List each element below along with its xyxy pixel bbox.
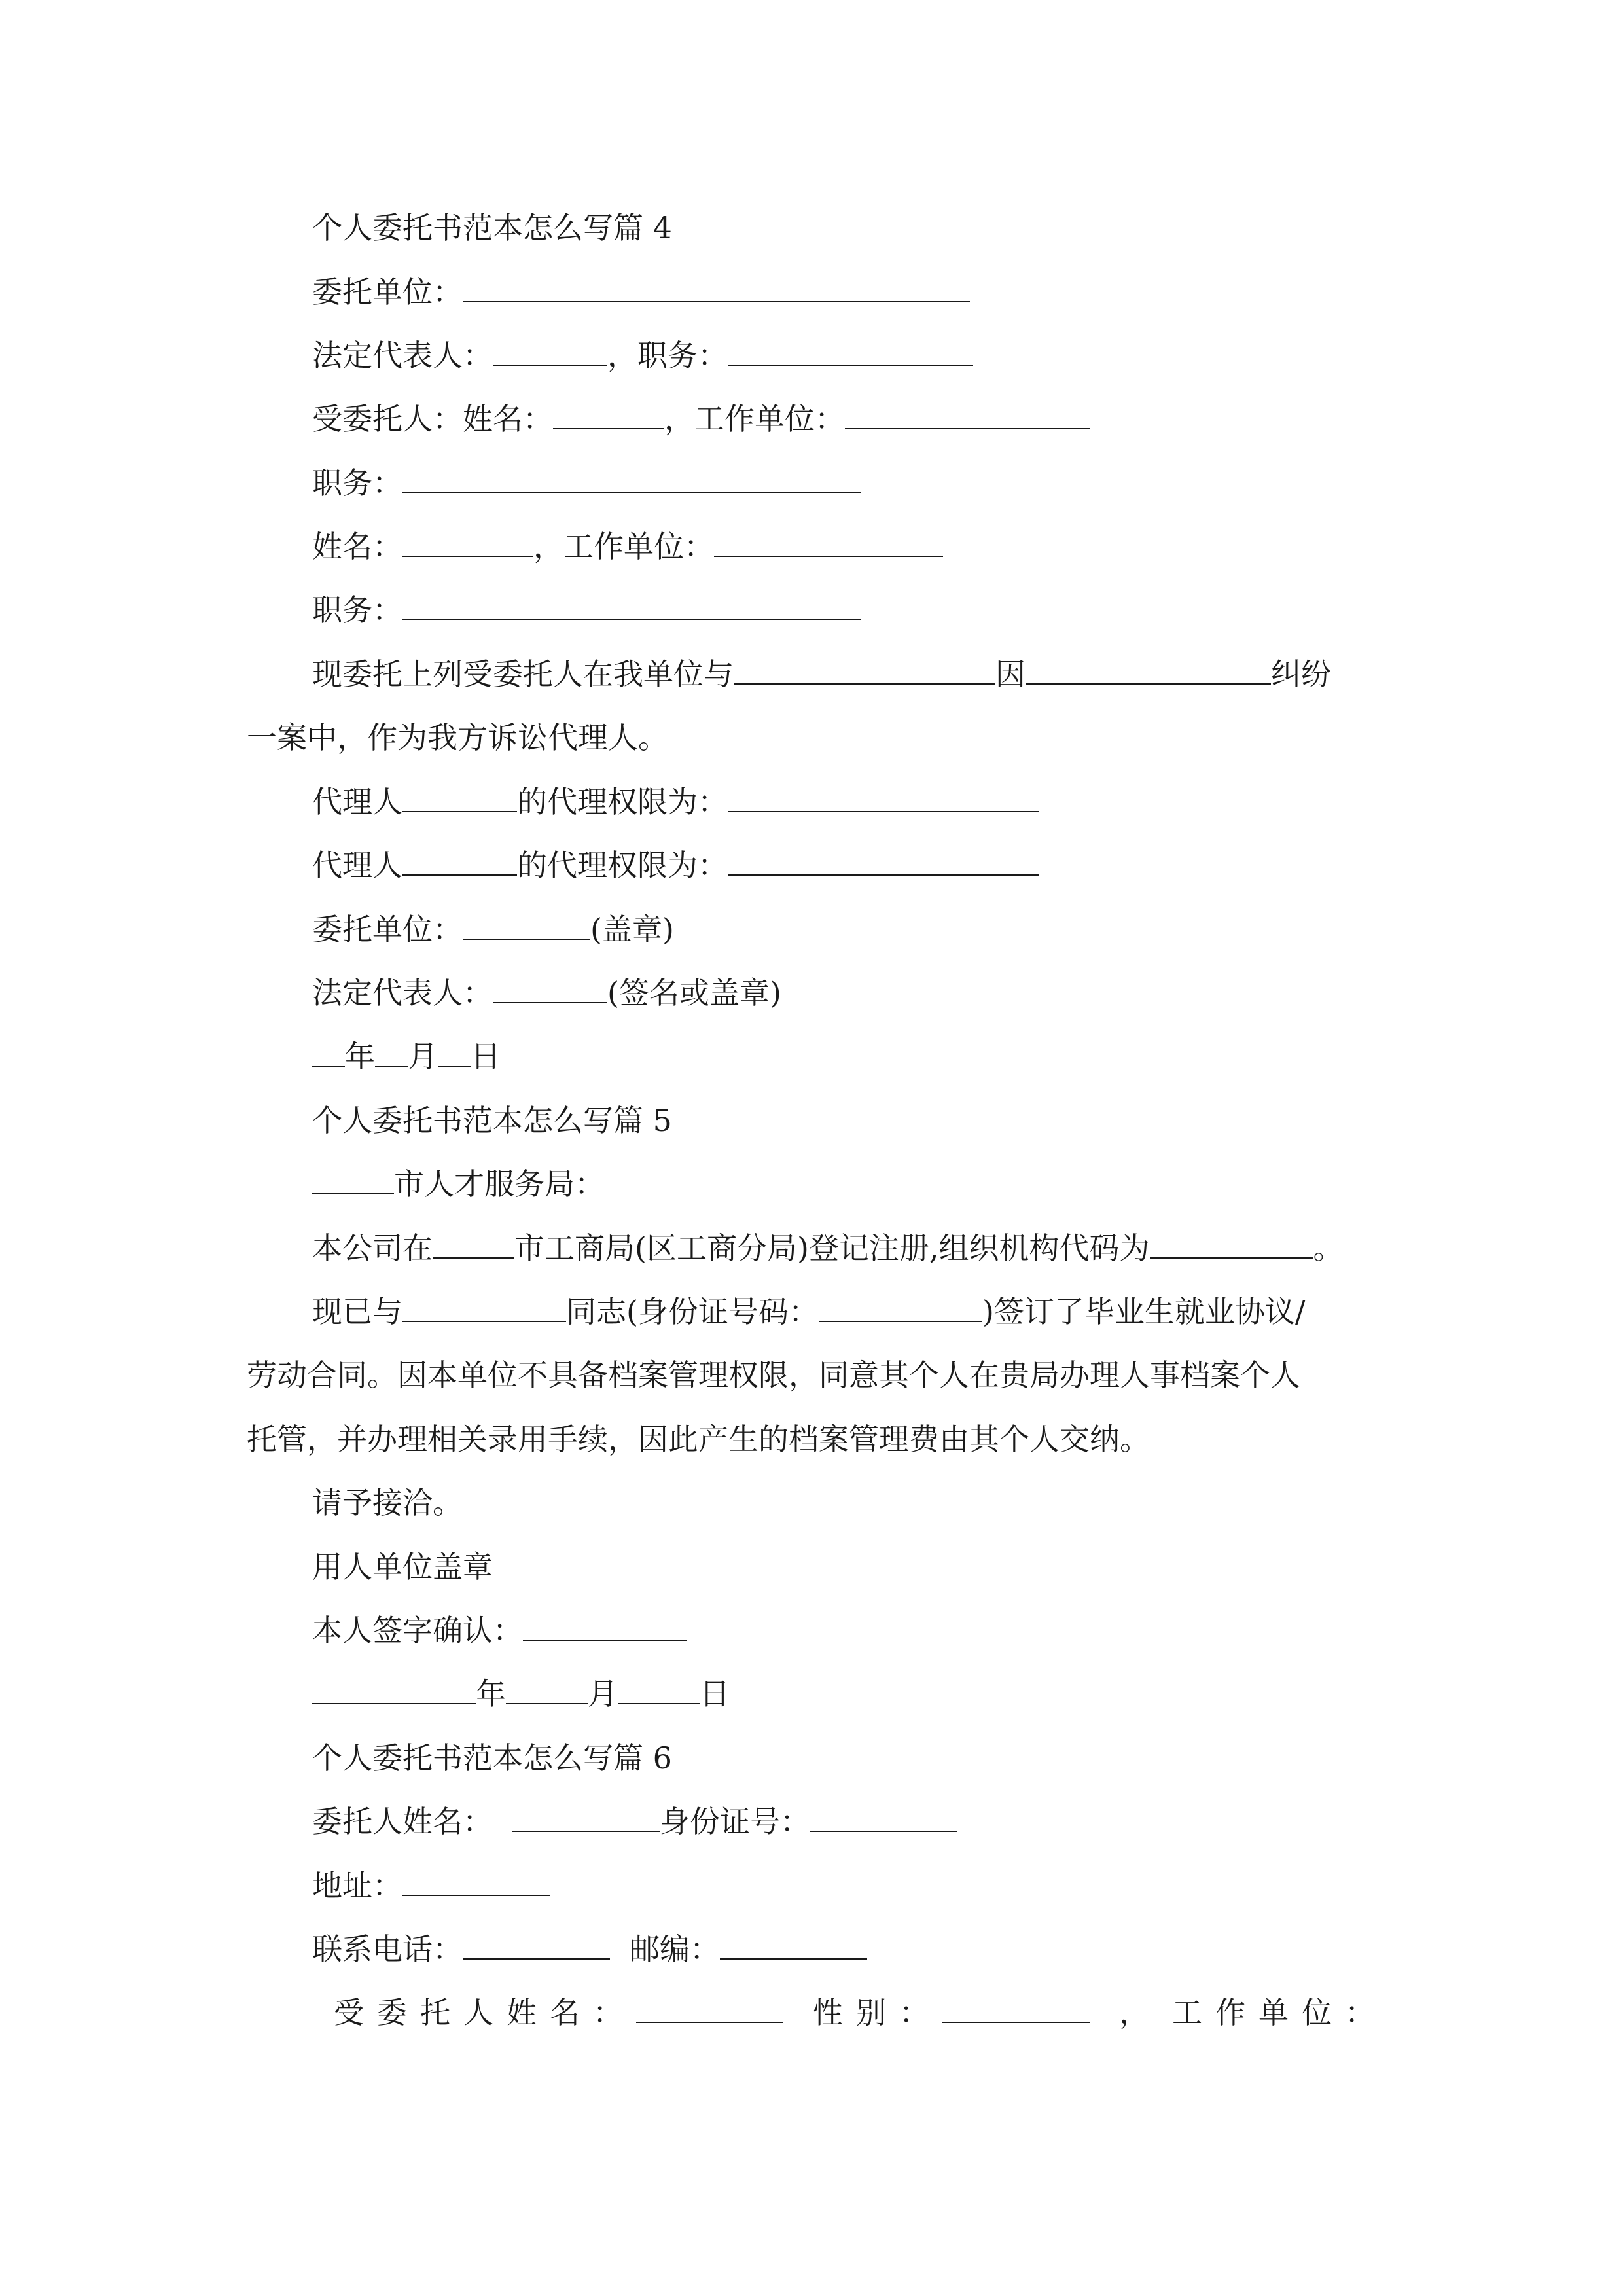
blank-field: [553, 402, 664, 429]
position-line: 职务：: [312, 590, 861, 630]
blank-field: [942, 1996, 1090, 2023]
blank-field: [728, 848, 1039, 876]
blank-field: [402, 848, 517, 876]
blank-field: [819, 1295, 982, 1322]
blank-field: [463, 275, 970, 302]
paragraph-line: 托管，并办理相关录用手续，因此产生的档案管理费由其个人交纳。: [247, 1422, 1150, 1457]
blank-field: [402, 785, 517, 812]
unit-seal-line: 委托单位： (盖章): [312, 912, 674, 947]
paragraph-line: 本公司在 市工商局(区工商分局)登记注册,组织机构代码为 。: [312, 1230, 1344, 1266]
legal-rep-signature-line: 法定代表人： (签名或盖章): [312, 975, 781, 1011]
trustee-line: 受委托人：姓名： ，工作单位：: [312, 399, 1090, 439]
date-line: 年 月 日: [312, 1674, 730, 1713]
blank-field: [402, 593, 861, 620]
paragraph-line: 现已与 同志(身份证号码： )签订了毕业生就业协议/: [312, 1294, 1306, 1329]
blank-field: [463, 912, 590, 940]
blank-field: [512, 1804, 660, 1832]
agent-authority-line: 代理人 的代理权限为：: [312, 782, 1039, 821]
employer-seal-line: 用人单位盖章: [312, 1549, 493, 1585]
trustee-line: 受委托人姓名： 性别： ， 工作单位：: [334, 1995, 1388, 2030]
blank-field: [312, 1677, 476, 1704]
signature-line: 本人签字确认：: [312, 1611, 687, 1650]
blank-field: [312, 1039, 345, 1067]
blank-field: [1150, 1231, 1313, 1259]
blank-field: [810, 1804, 957, 1832]
entrusting-unit-line: 委托单位：: [312, 272, 970, 312]
blank-field: [845, 402, 1090, 429]
blank-field: [618, 1677, 700, 1704]
blank-field: [463, 1932, 610, 1960]
blank-field: [506, 1677, 588, 1704]
blank-field: [523, 1613, 687, 1641]
paragraph-line: 劳动合同。因本单位不具备档案管理权限，同意其个人在贵局办理人事档案个人: [247, 1357, 1300, 1393]
blank-field: [312, 1167, 394, 1194]
blank-field: [402, 529, 533, 557]
blank-field: [720, 1932, 867, 1960]
blank-field: [728, 785, 1039, 812]
section-6-title: 个人委托书范本怎么写篇 6: [312, 1740, 672, 1776]
legal-rep-line: 法定代表人： ，职务：: [312, 336, 973, 375]
blank-field: [493, 338, 607, 366]
addressee-line: 市人才服务局：: [312, 1164, 605, 1204]
blank-field: [438, 1039, 471, 1067]
section-5-title: 个人委托书范本怎么写篇 5: [312, 1103, 672, 1138]
trustor-line: 委托人姓名： 身份证号：: [312, 1802, 957, 1841]
blank-field: [402, 1295, 566, 1322]
blank-field: [375, 1039, 408, 1067]
blank-field: [493, 976, 607, 1003]
name-line: 姓名： ，工作单位：: [312, 527, 943, 566]
blank-field: [636, 1996, 783, 2023]
blank-field: [714, 529, 943, 557]
paragraph-line: 请予接洽。: [312, 1485, 463, 1520]
blank-field: [402, 466, 861, 493]
address-line: 地址：: [312, 1866, 550, 1905]
paragraph-line: 一案中，作为我方诉讼代理人。: [247, 720, 668, 755]
contact-line: 联系电话： 邮编：: [312, 1929, 867, 1969]
paragraph-line: 现委托上列受委托人在我单位与 因 纠纷: [312, 656, 1331, 692]
agent-authority-line: 代理人 的代理权限为：: [312, 846, 1039, 885]
blank-field: [728, 338, 973, 366]
blank-field: [734, 657, 995, 685]
blank-field: [402, 1869, 550, 1896]
blank-field: [1026, 657, 1271, 685]
position-line: 职务：: [312, 463, 861, 503]
blank-field: [433, 1231, 514, 1259]
section-4-title: 个人委托书范本怎么写篇 4: [312, 210, 672, 245]
date-line: 年 月 日: [312, 1037, 501, 1076]
